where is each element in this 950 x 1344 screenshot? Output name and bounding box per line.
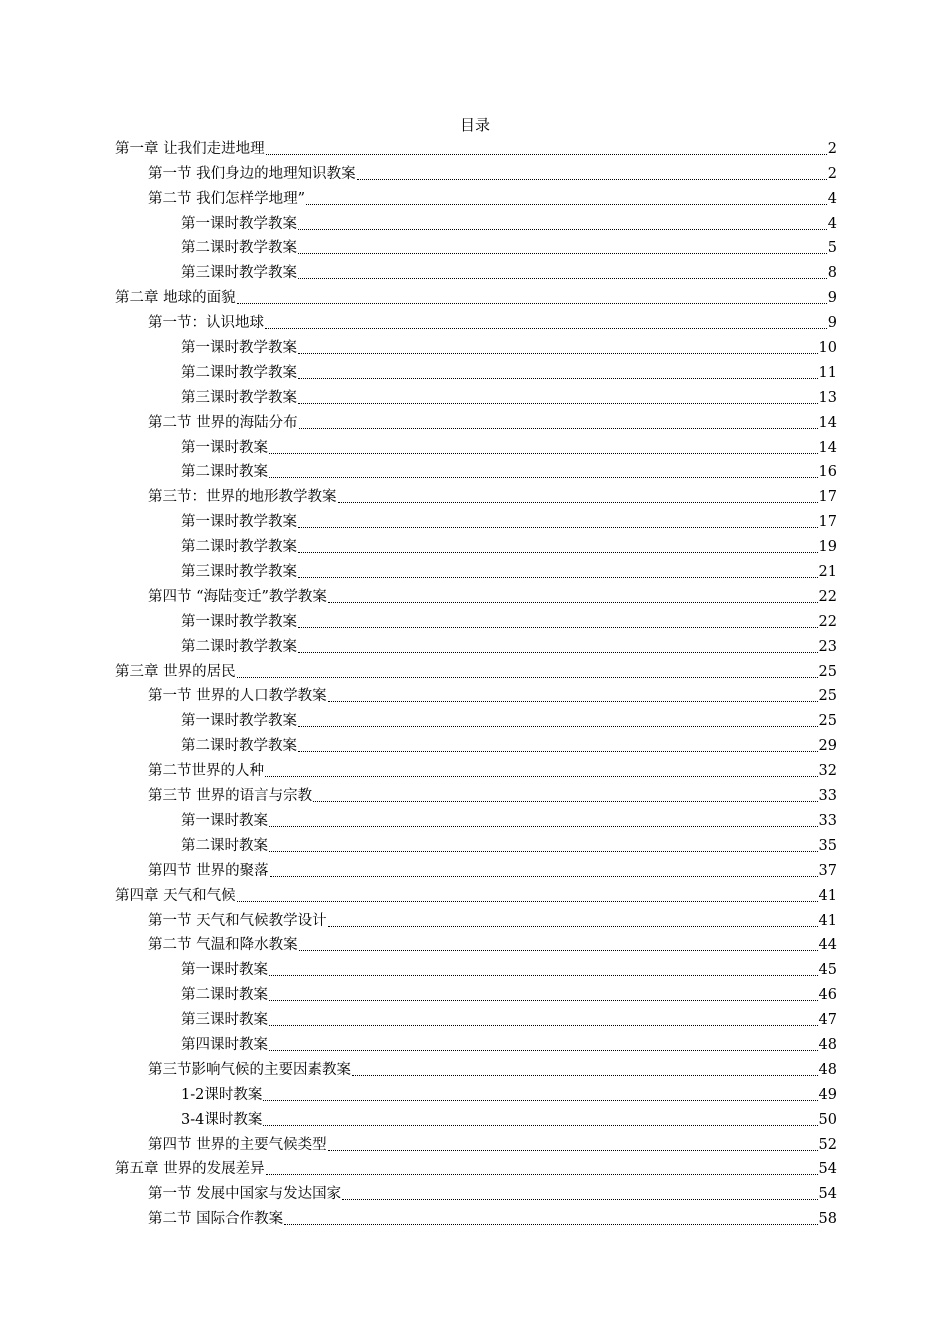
toc-entry-label: 第二课时教学教案 bbox=[181, 638, 297, 655]
toc-entry[interactable] bbox=[115, 1132, 837, 1157]
toc-page-number: 14 bbox=[818, 439, 837, 456]
toc-page-number: 44 bbox=[818, 937, 837, 954]
toc-entry-label: 第二节 国际合作教案 bbox=[148, 1211, 284, 1228]
toc-page-number: 35 bbox=[818, 837, 837, 854]
toc-entry[interactable] bbox=[115, 758, 837, 783]
toc-dot-leader bbox=[298, 527, 818, 528]
toc-entry-label: 第一节 天气和气候教学设计 bbox=[148, 912, 327, 929]
toc-dot-leader bbox=[298, 378, 818, 379]
toc-dot-leader bbox=[269, 1025, 818, 1026]
toc-entry-label: 第四章 天气和气候 bbox=[115, 887, 236, 904]
toc-entry[interactable] bbox=[115, 1057, 837, 1082]
toc-entry-label: 第四节 世界的主要气候类型 bbox=[148, 1136, 327, 1153]
toc-page-number: 17 bbox=[818, 514, 837, 531]
toc-entry-label: 第一课时教案 bbox=[181, 812, 268, 829]
toc-dot-leader bbox=[237, 901, 818, 902]
toc-entry[interactable] bbox=[115, 211, 837, 236]
toc-dot-leader bbox=[269, 453, 818, 454]
toc-dot-leader bbox=[298, 552, 818, 553]
toc-entry-label: 第一课时教案 bbox=[181, 962, 268, 979]
toc-entry[interactable] bbox=[115, 136, 837, 161]
toc-entry-label: 第一课时教学教案 bbox=[181, 613, 297, 630]
toc-dot-leader bbox=[266, 154, 827, 155]
toc-entry-label: 第三课时教案 bbox=[181, 1012, 268, 1029]
toc-entry[interactable] bbox=[115, 285, 837, 310]
toc-dot-leader bbox=[328, 1150, 818, 1151]
toc-dot-leader bbox=[263, 1100, 817, 1101]
toc-entry[interactable] bbox=[115, 684, 837, 709]
toc-page-number: 33 bbox=[818, 812, 837, 829]
toc-page-number: 9 bbox=[827, 315, 837, 332]
toc-dot-leader bbox=[237, 677, 818, 678]
toc-entry[interactable] bbox=[115, 260, 837, 285]
toc-entry-label: 第四课时教案 bbox=[181, 1036, 268, 1053]
toc-dot-leader bbox=[298, 253, 827, 254]
toc-page-number: 58 bbox=[818, 1211, 837, 1228]
toc-entry-label: 第一章 让我们走进地理 bbox=[115, 140, 265, 157]
toc-entry[interactable] bbox=[115, 957, 837, 982]
toc-page-number: 21 bbox=[818, 564, 837, 581]
toc-dot-leader bbox=[298, 627, 818, 628]
toc-page-number: 48 bbox=[818, 1061, 837, 1078]
toc-entry-label: 第一课时教学教案 bbox=[181, 340, 297, 357]
toc-dot-leader bbox=[298, 751, 818, 752]
toc-page-number: 46 bbox=[818, 987, 837, 1004]
toc-dot-leader bbox=[328, 926, 818, 927]
toc-entry-label: 第三课时教学教案 bbox=[181, 389, 297, 406]
toc-dot-leader bbox=[269, 826, 818, 827]
toc-entry[interactable] bbox=[115, 883, 837, 908]
toc-entry[interactable] bbox=[115, 1007, 837, 1032]
toc-entry-label: 第二节 我们怎样学地理” bbox=[148, 190, 306, 207]
toc-entry[interactable] bbox=[115, 310, 837, 335]
toc-page-number: 2 bbox=[827, 140, 837, 157]
toc-dot-leader bbox=[265, 328, 827, 329]
toc-page-number: 2 bbox=[827, 165, 837, 182]
toc-entry[interactable] bbox=[115, 783, 837, 808]
toc-page-number: 22 bbox=[818, 613, 837, 630]
toc-entry-label: 第三课时教学教案 bbox=[181, 265, 297, 282]
toc-dot-leader bbox=[269, 1050, 818, 1051]
table-of-contents bbox=[115, 136, 837, 1231]
toc-page-number: 10 bbox=[818, 340, 837, 357]
toc-entry-label: 第一节 世界的人口教学教案 bbox=[148, 688, 327, 705]
toc-page-number: 29 bbox=[818, 738, 837, 755]
toc-entry[interactable] bbox=[115, 982, 837, 1007]
toc-entry[interactable] bbox=[115, 559, 837, 584]
toc-dot-leader bbox=[298, 353, 818, 354]
toc-entry[interactable] bbox=[115, 933, 837, 958]
toc-dot-leader bbox=[269, 975, 818, 976]
toc-entry[interactable] bbox=[115, 460, 837, 485]
toc-entry-label: 第二课时教案 bbox=[181, 464, 268, 481]
toc-dot-leader bbox=[298, 229, 827, 230]
toc-entry[interactable] bbox=[115, 484, 837, 509]
toc-dot-leader bbox=[269, 1000, 818, 1001]
toc-dot-leader bbox=[328, 701, 818, 702]
toc-entry-label: 第二课时教学教案 bbox=[181, 539, 297, 556]
toc-entry[interactable] bbox=[115, 1206, 837, 1231]
toc-entry[interactable] bbox=[115, 1157, 837, 1182]
toc-dot-leader bbox=[352, 1075, 818, 1076]
toc-dot-leader bbox=[357, 179, 827, 180]
toc-entry-label: 第一课时教案 bbox=[181, 439, 268, 456]
toc-entry-label: 第二课时教学教案 bbox=[181, 738, 297, 755]
toc-entry-label: 第二节 世界的海陆分布 bbox=[148, 414, 298, 431]
toc-entry-label: 第五章 世界的发展差异 bbox=[115, 1161, 265, 1178]
toc-dot-leader bbox=[342, 1199, 817, 1200]
toc-entry[interactable] bbox=[115, 534, 837, 559]
toc-page-number: 16 bbox=[818, 464, 837, 481]
toc-page-number: 48 bbox=[818, 1036, 837, 1053]
toc-page-number: 9 bbox=[827, 290, 837, 307]
toc-entry[interactable] bbox=[115, 833, 837, 858]
toc-entry[interactable] bbox=[115, 733, 837, 758]
toc-entry-label: 第四节 世界的聚落 bbox=[148, 862, 269, 879]
toc-dot-leader bbox=[338, 502, 818, 503]
toc-entry[interactable] bbox=[115, 858, 837, 883]
toc-entry[interactable] bbox=[115, 236, 837, 261]
toc-entry-label: 第二节 气温和降水教案 bbox=[148, 937, 298, 954]
toc-dot-leader bbox=[299, 428, 818, 429]
toc-dot-leader bbox=[298, 403, 818, 404]
toc-page-number: 19 bbox=[818, 539, 837, 556]
toc-page-number: 4 bbox=[827, 190, 837, 207]
toc-page-number: 23 bbox=[818, 638, 837, 655]
toc-entry-label: 第二节世界的人种 bbox=[148, 763, 264, 780]
toc-page-number: 52 bbox=[818, 1136, 837, 1153]
toc-page-number: 41 bbox=[818, 887, 837, 904]
toc-entry[interactable] bbox=[115, 186, 837, 211]
toc-entry[interactable] bbox=[115, 335, 837, 360]
toc-dot-leader bbox=[265, 776, 818, 777]
toc-entry-label: 第三章 世界的居民 bbox=[115, 663, 236, 680]
toc-entry-label: 第三课时教学教案 bbox=[181, 564, 297, 581]
toc-entry-label: 第三节 世界的语言与宗教 bbox=[148, 788, 313, 805]
toc-dot-leader bbox=[298, 652, 818, 653]
toc-entry-label: 第二课时教案 bbox=[181, 837, 268, 854]
toc-entry-label: 第二章 地球的面貌 bbox=[115, 290, 236, 307]
toc-dot-leader bbox=[298, 726, 818, 727]
toc-page-number: 41 bbox=[818, 912, 837, 929]
toc-entry[interactable] bbox=[115, 410, 837, 435]
toc-entry[interactable] bbox=[115, 1082, 837, 1107]
toc-entry[interactable] bbox=[115, 435, 837, 460]
toc-entry-label: 第一课时教学教案 bbox=[181, 514, 297, 531]
toc-entry[interactable] bbox=[115, 1181, 837, 1206]
toc-page-number: 32 bbox=[818, 763, 837, 780]
toc-page-number: 33 bbox=[818, 788, 837, 805]
toc-page-number: 11 bbox=[818, 364, 837, 381]
toc-dot-leader bbox=[269, 851, 818, 852]
toc-entry-label: 第二课时教案 bbox=[181, 987, 268, 1004]
toc-dot-leader bbox=[263, 1125, 817, 1126]
toc-page-number: 4 bbox=[827, 215, 837, 232]
toc-entry[interactable] bbox=[115, 609, 837, 634]
toc-title: 目录 bbox=[459, 116, 490, 134]
toc-page-number: 17 bbox=[818, 489, 837, 506]
toc-page-number: 47 bbox=[818, 1012, 837, 1029]
toc-entry[interactable] bbox=[115, 360, 837, 385]
toc-dot-leader bbox=[306, 204, 827, 205]
toc-page-number: 50 bbox=[818, 1111, 837, 1128]
toc-entry[interactable] bbox=[115, 1107, 837, 1132]
toc-page-number: 54 bbox=[818, 1186, 837, 1203]
toc-page-number: 25 bbox=[818, 688, 837, 705]
toc-dot-leader bbox=[266, 1174, 818, 1175]
toc-entry-label: 第四节 “海陆变迁”教学教案 bbox=[148, 588, 327, 605]
toc-dot-leader bbox=[270, 876, 818, 877]
toc-entry[interactable] bbox=[115, 808, 837, 833]
toc-dot-leader bbox=[237, 303, 827, 304]
toc-dot-leader bbox=[313, 801, 817, 802]
toc-entry-label: 第三节：世界的地形教学教案 bbox=[148, 489, 337, 506]
toc-page-number: 14 bbox=[818, 414, 837, 431]
toc-page-number: 22 bbox=[818, 588, 837, 605]
toc-entry[interactable] bbox=[115, 708, 837, 733]
toc-page-number: 8 bbox=[827, 265, 837, 282]
toc-entry-label: 第三节影响气候的主要因素教案 bbox=[148, 1061, 351, 1078]
toc-entry-label: 第二课时教学教案 bbox=[181, 364, 297, 381]
toc-entry[interactable] bbox=[115, 584, 837, 609]
toc-page-number: 49 bbox=[818, 1086, 837, 1103]
toc-entry-label: 第一节 我们身边的地理知识教案 bbox=[148, 165, 356, 182]
toc-entry-label: 第一课时教学教案 bbox=[181, 713, 297, 730]
toc-entry[interactable] bbox=[115, 908, 837, 933]
toc-page-number: 45 bbox=[818, 962, 837, 979]
toc-page-number: 37 bbox=[818, 862, 837, 879]
toc-dot-leader bbox=[298, 278, 827, 279]
toc-entry[interactable] bbox=[115, 161, 837, 186]
toc-page-number: 5 bbox=[827, 240, 837, 257]
toc-dot-leader bbox=[328, 602, 818, 603]
toc-dot-leader bbox=[284, 1224, 817, 1225]
toc-entry-label: 第一课时教学教案 bbox=[181, 215, 297, 232]
toc-entry[interactable] bbox=[115, 385, 837, 410]
toc-entry[interactable] bbox=[115, 634, 837, 659]
toc-page-number: 54 bbox=[818, 1161, 837, 1178]
toc-dot-leader bbox=[269, 477, 818, 478]
toc-page-number: 25 bbox=[818, 663, 837, 680]
toc-entry[interactable] bbox=[115, 659, 837, 684]
toc-dot-leader bbox=[299, 950, 818, 951]
toc-entry-label: 1-2课时教案 bbox=[181, 1086, 263, 1103]
toc-page-number: 25 bbox=[818, 713, 837, 730]
toc-entry-label: 第一节：认识地球 bbox=[148, 315, 264, 332]
toc-page-number: 13 bbox=[818, 389, 837, 406]
toc-entry-label: 第二课时教学教案 bbox=[181, 240, 297, 257]
toc-entry[interactable] bbox=[115, 1032, 837, 1057]
toc-entry[interactable] bbox=[115, 509, 837, 534]
toc-dot-leader bbox=[298, 577, 818, 578]
toc-entry-label: 3-4课时教案 bbox=[181, 1111, 263, 1128]
toc-entry-label: 第一节 发展中国家与发达国家 bbox=[148, 1186, 342, 1203]
